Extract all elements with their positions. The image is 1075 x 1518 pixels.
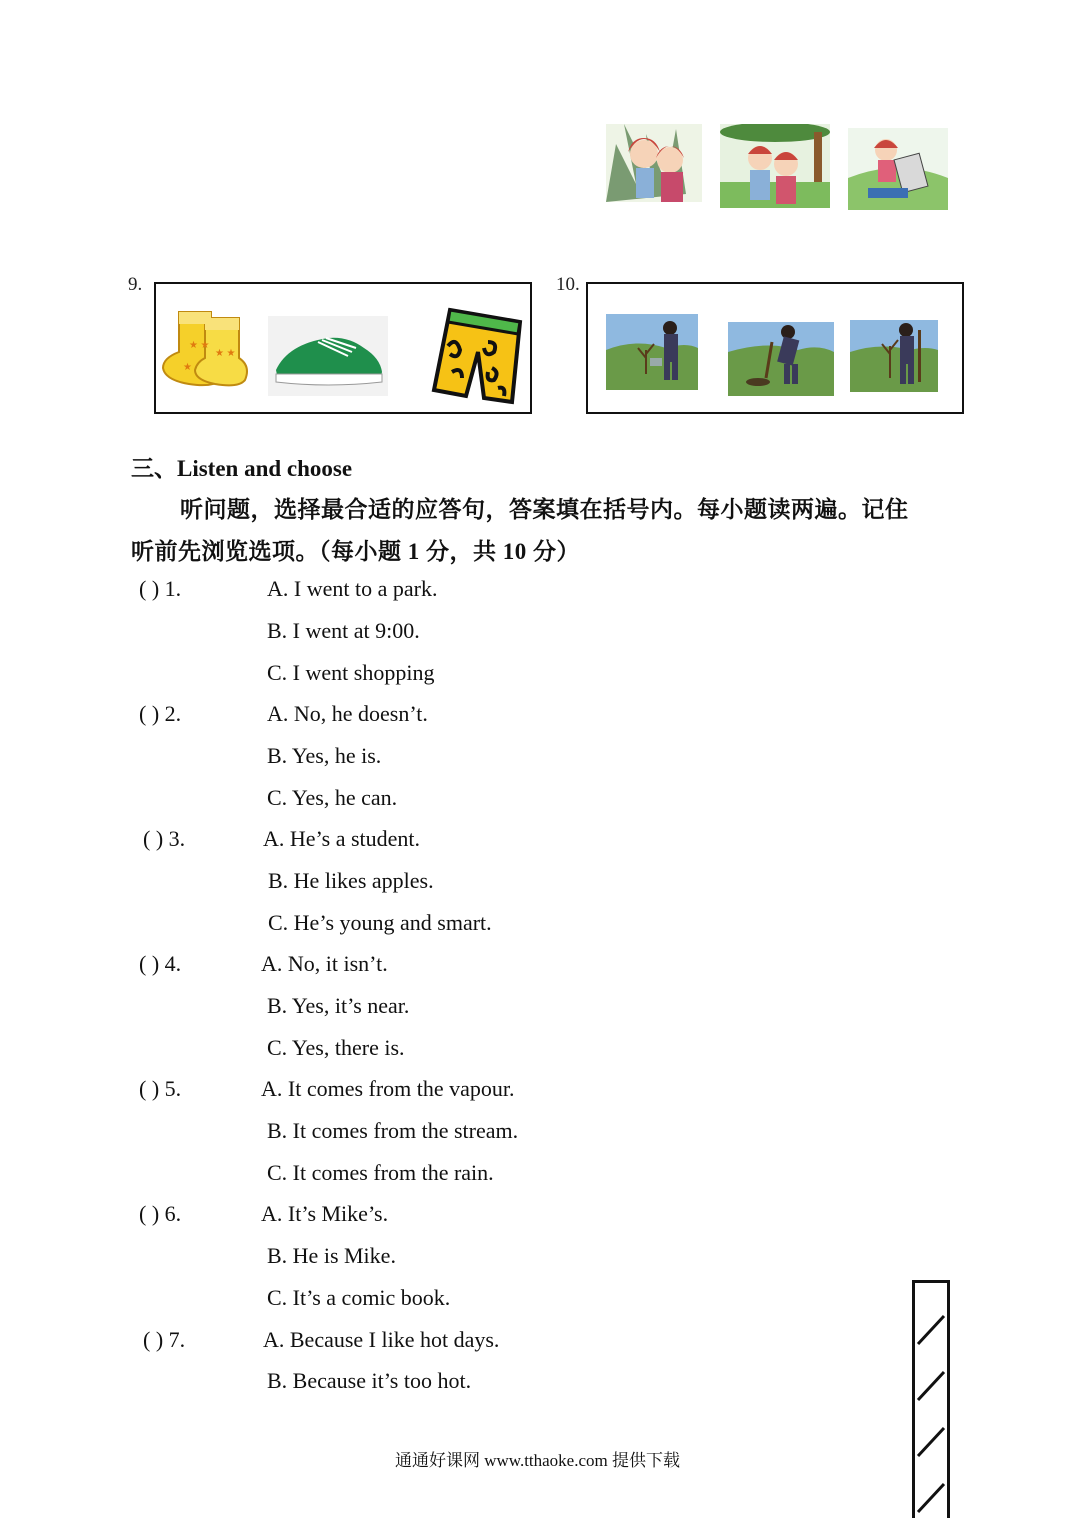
instruction-line-1: 听问题，选择最合适的应答句，答案填在括号内。每小题读两遍。记住	[180, 497, 909, 522]
option-3b: B. He likes apples.	[268, 868, 434, 893]
cartoon-girls-under-tree-image	[720, 124, 830, 208]
svg-text:★: ★	[183, 362, 192, 373]
question-10-picture-box	[586, 282, 964, 414]
answer-paren-2[interactable]: ( ) 2.	[139, 701, 182, 726]
option-2b: B. Yes, he is.	[267, 743, 382, 768]
option-3c: C. He’s young and smart.	[268, 910, 492, 935]
option-1a: A. I went to a park.	[267, 576, 438, 601]
question-9-picture-box	[154, 282, 532, 414]
boy-planting-tree-image	[850, 320, 938, 392]
option-5b: B. It comes from the stream.	[267, 1118, 519, 1143]
instruction-line-2: 听前先浏览选项。（每小题 1 分，共 10 分）	[131, 539, 580, 564]
cartoon-girls-in-leaves-image	[606, 124, 702, 202]
answer-paren-4[interactable]: ( ) 4.	[139, 951, 182, 976]
option-3a: A. He’s a student.	[263, 826, 421, 851]
section-title: 三、Listen and choose	[131, 456, 353, 481]
answer-paren-6[interactable]: ( ) 6.	[139, 1201, 182, 1226]
option-4b: B. Yes, it’s near.	[267, 993, 410, 1018]
cartoon-girl-drawing-image	[848, 128, 948, 210]
option-6b: B. He is Mike.	[267, 1243, 396, 1268]
question-9-number: 9.	[128, 274, 143, 295]
answer-paren-5[interactable]: ( ) 5.	[139, 1076, 182, 1101]
option-6a: A. It’s Mike’s.	[261, 1201, 389, 1226]
option-1c: C. I went shopping	[267, 660, 435, 685]
yellow-socks-image	[159, 308, 251, 388]
green-sneaker-image	[268, 316, 388, 396]
option-5a: A. It comes from the vapour.	[261, 1076, 515, 1101]
boy-digging-hole-image	[728, 322, 834, 396]
option-7b: B. Because it’s too hot.	[267, 1368, 472, 1393]
answer-paren-7[interactable]: ( ) 7.	[143, 1327, 186, 1352]
patterned-shorts-image	[428, 306, 524, 406]
option-5c: C. It comes from the rain.	[267, 1160, 494, 1185]
option-2c: C. Yes, he can.	[267, 785, 398, 810]
option-4c: C. Yes, there is.	[267, 1035, 405, 1060]
option-1b: B. I went at 9:00.	[267, 618, 420, 643]
question-10-number: 10.	[556, 274, 580, 295]
option-2a: A. No, he doesn’t.	[267, 701, 428, 726]
svg-text:★ ★: ★ ★	[189, 340, 210, 351]
option-7a: A. Because I like hot days.	[263, 1327, 500, 1352]
hatched-margin-bar	[912, 1280, 950, 1518]
option-6c: C. It’s a comic book.	[267, 1285, 451, 1310]
answer-paren-1[interactable]: ( ) 1.	[139, 576, 182, 601]
option-4a: A. No, it isn’t.	[261, 951, 388, 976]
svg-text:★ ★: ★ ★	[215, 348, 236, 359]
page-footer: 通通好课网 www.tthaoke.com 提供下载	[394, 1451, 681, 1470]
answer-paren-3[interactable]: ( ) 3.	[143, 826, 186, 851]
boy-watering-tree-image	[606, 314, 698, 390]
